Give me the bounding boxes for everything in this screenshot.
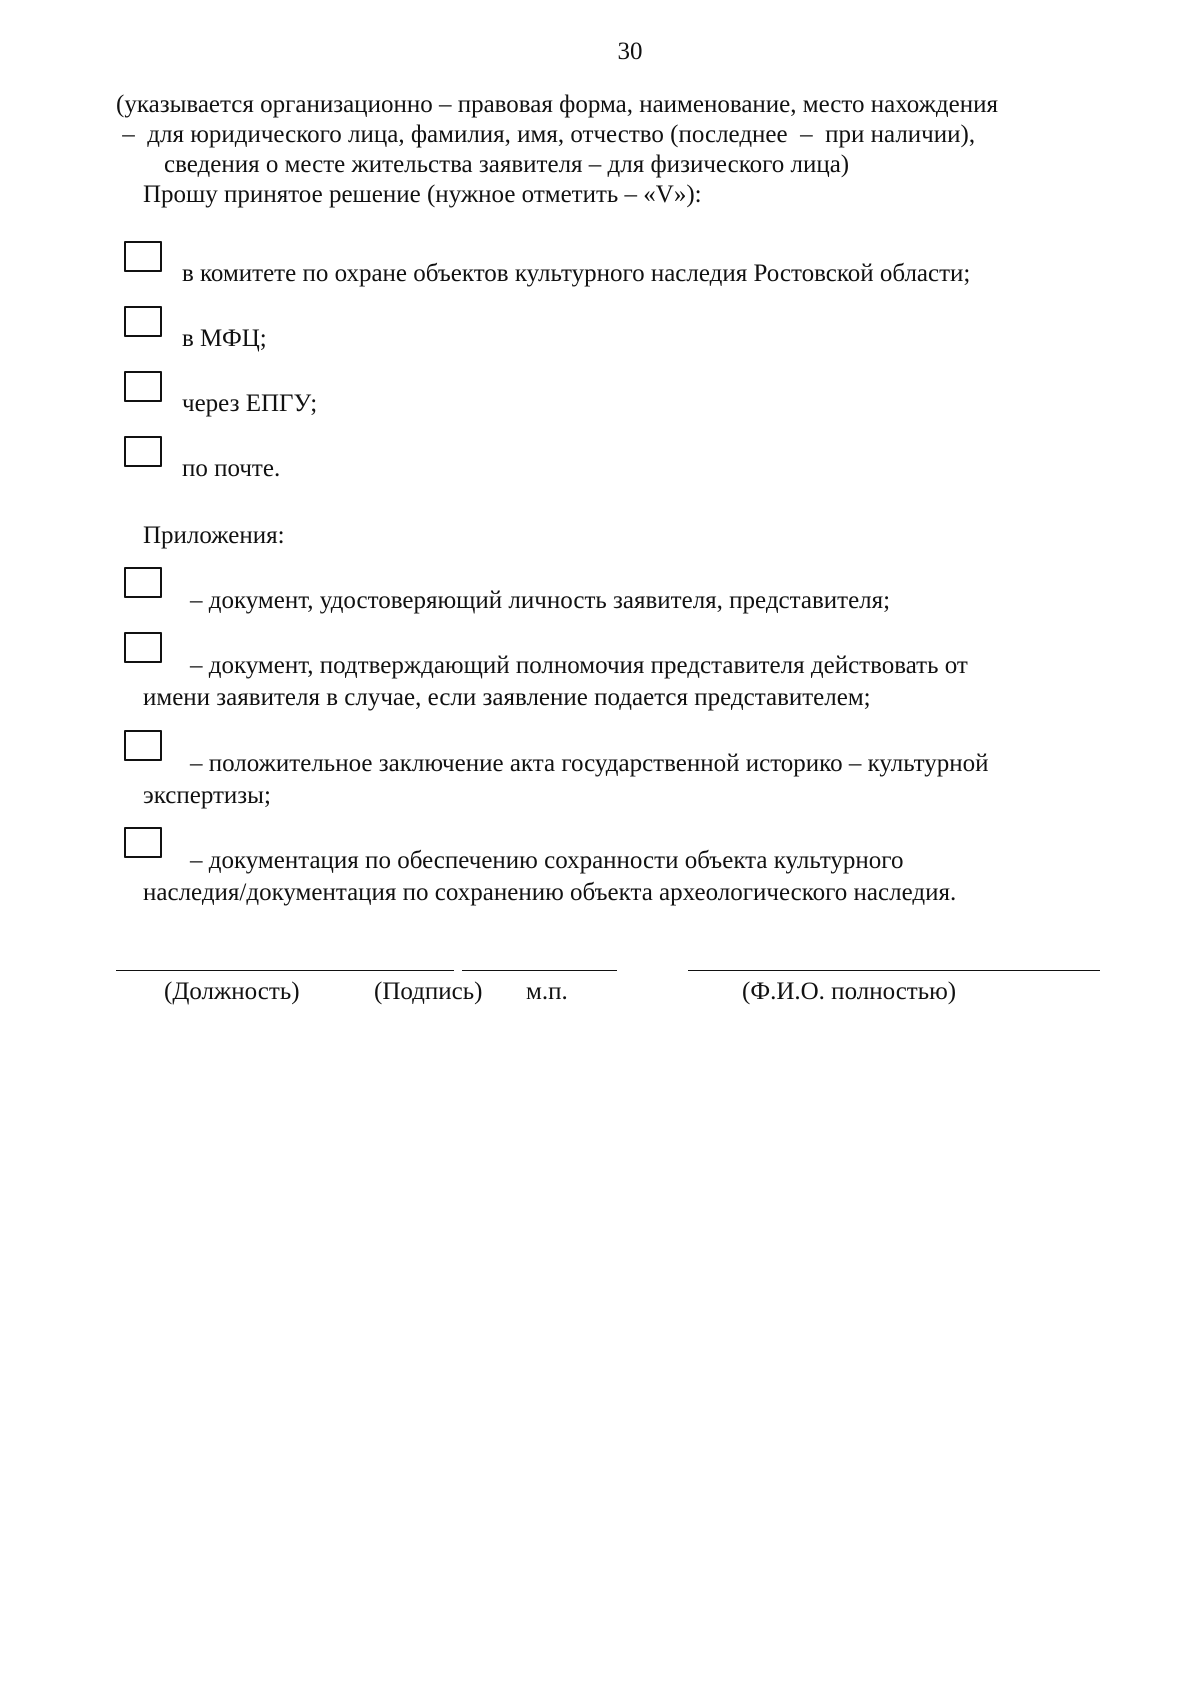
decision-checkbox-mfc[interactable]	[124, 306, 162, 337]
attachment-expertise-line-2: экспертизы;	[143, 782, 271, 809]
attachment-documentation-line-2: наследия/документация по сохранению объекта археологического наследия.	[143, 879, 957, 906]
attachment-expertise-line-1: – положительное заключение акта государственной историко – культурной	[190, 750, 989, 777]
intro-line-1: (указывается организационно – правовая форма, наименование, место нахождения	[116, 91, 998, 118]
signature-caption: (Подпись)	[374, 978, 483, 1005]
attachments-heading: Приложения:	[143, 522, 285, 549]
attachment-checkbox-identity[interactable]	[124, 567, 162, 598]
signature-line[interactable]	[462, 970, 617, 971]
attachment-identity-line-1: – документ, удостоверяющий личность заявителя, представителя;	[190, 587, 891, 614]
position-signature-line[interactable]	[116, 970, 454, 971]
decision-option-mail: по почте.	[182, 455, 281, 482]
seal-caption: м.п.	[526, 978, 568, 1005]
fullname-signature-line[interactable]	[688, 970, 1100, 971]
decision-option-epgu: через ЕПГУ;	[182, 390, 318, 417]
attachment-checkbox-authority[interactable]	[124, 632, 162, 663]
fullname-caption: (Ф.И.О. полностью)	[742, 978, 957, 1005]
attachment-checkbox-expertise[interactable]	[124, 730, 162, 761]
attachment-authority-line-2: имени заявителя в случае, если заявление подается представителем;	[143, 684, 871, 711]
intro-line-2: – для юридического лица, фамилия, имя, отчество (последнее – при наличии),	[116, 121, 976, 148]
decision-checkbox-committee[interactable]	[124, 241, 162, 272]
decision-option-committee: в комитете по охране объектов культурного наследия Ростовской области;	[182, 260, 971, 287]
decision-checkbox-mail[interactable]	[124, 436, 162, 467]
position-caption: (Должность)	[164, 978, 300, 1005]
attachment-documentation-line-1: – документация по обеспечению сохранности объекта культурного	[190, 847, 904, 874]
page-number: 30	[617, 38, 643, 65]
intro-line-3: сведения о месте жительства заявителя – для физического лица)	[164, 151, 850, 178]
decision-checkbox-epgu[interactable]	[124, 371, 162, 402]
attachment-checkbox-documentation[interactable]	[124, 827, 162, 858]
decision-prompt: Прошу принятое решение (нужное отметить – «V»):	[143, 181, 702, 208]
decision-option-mfc: в МФЦ;	[182, 325, 267, 352]
attachment-authority-line-1: – документ, подтверждающий полномочия представителя действовать от	[190, 652, 968, 679]
